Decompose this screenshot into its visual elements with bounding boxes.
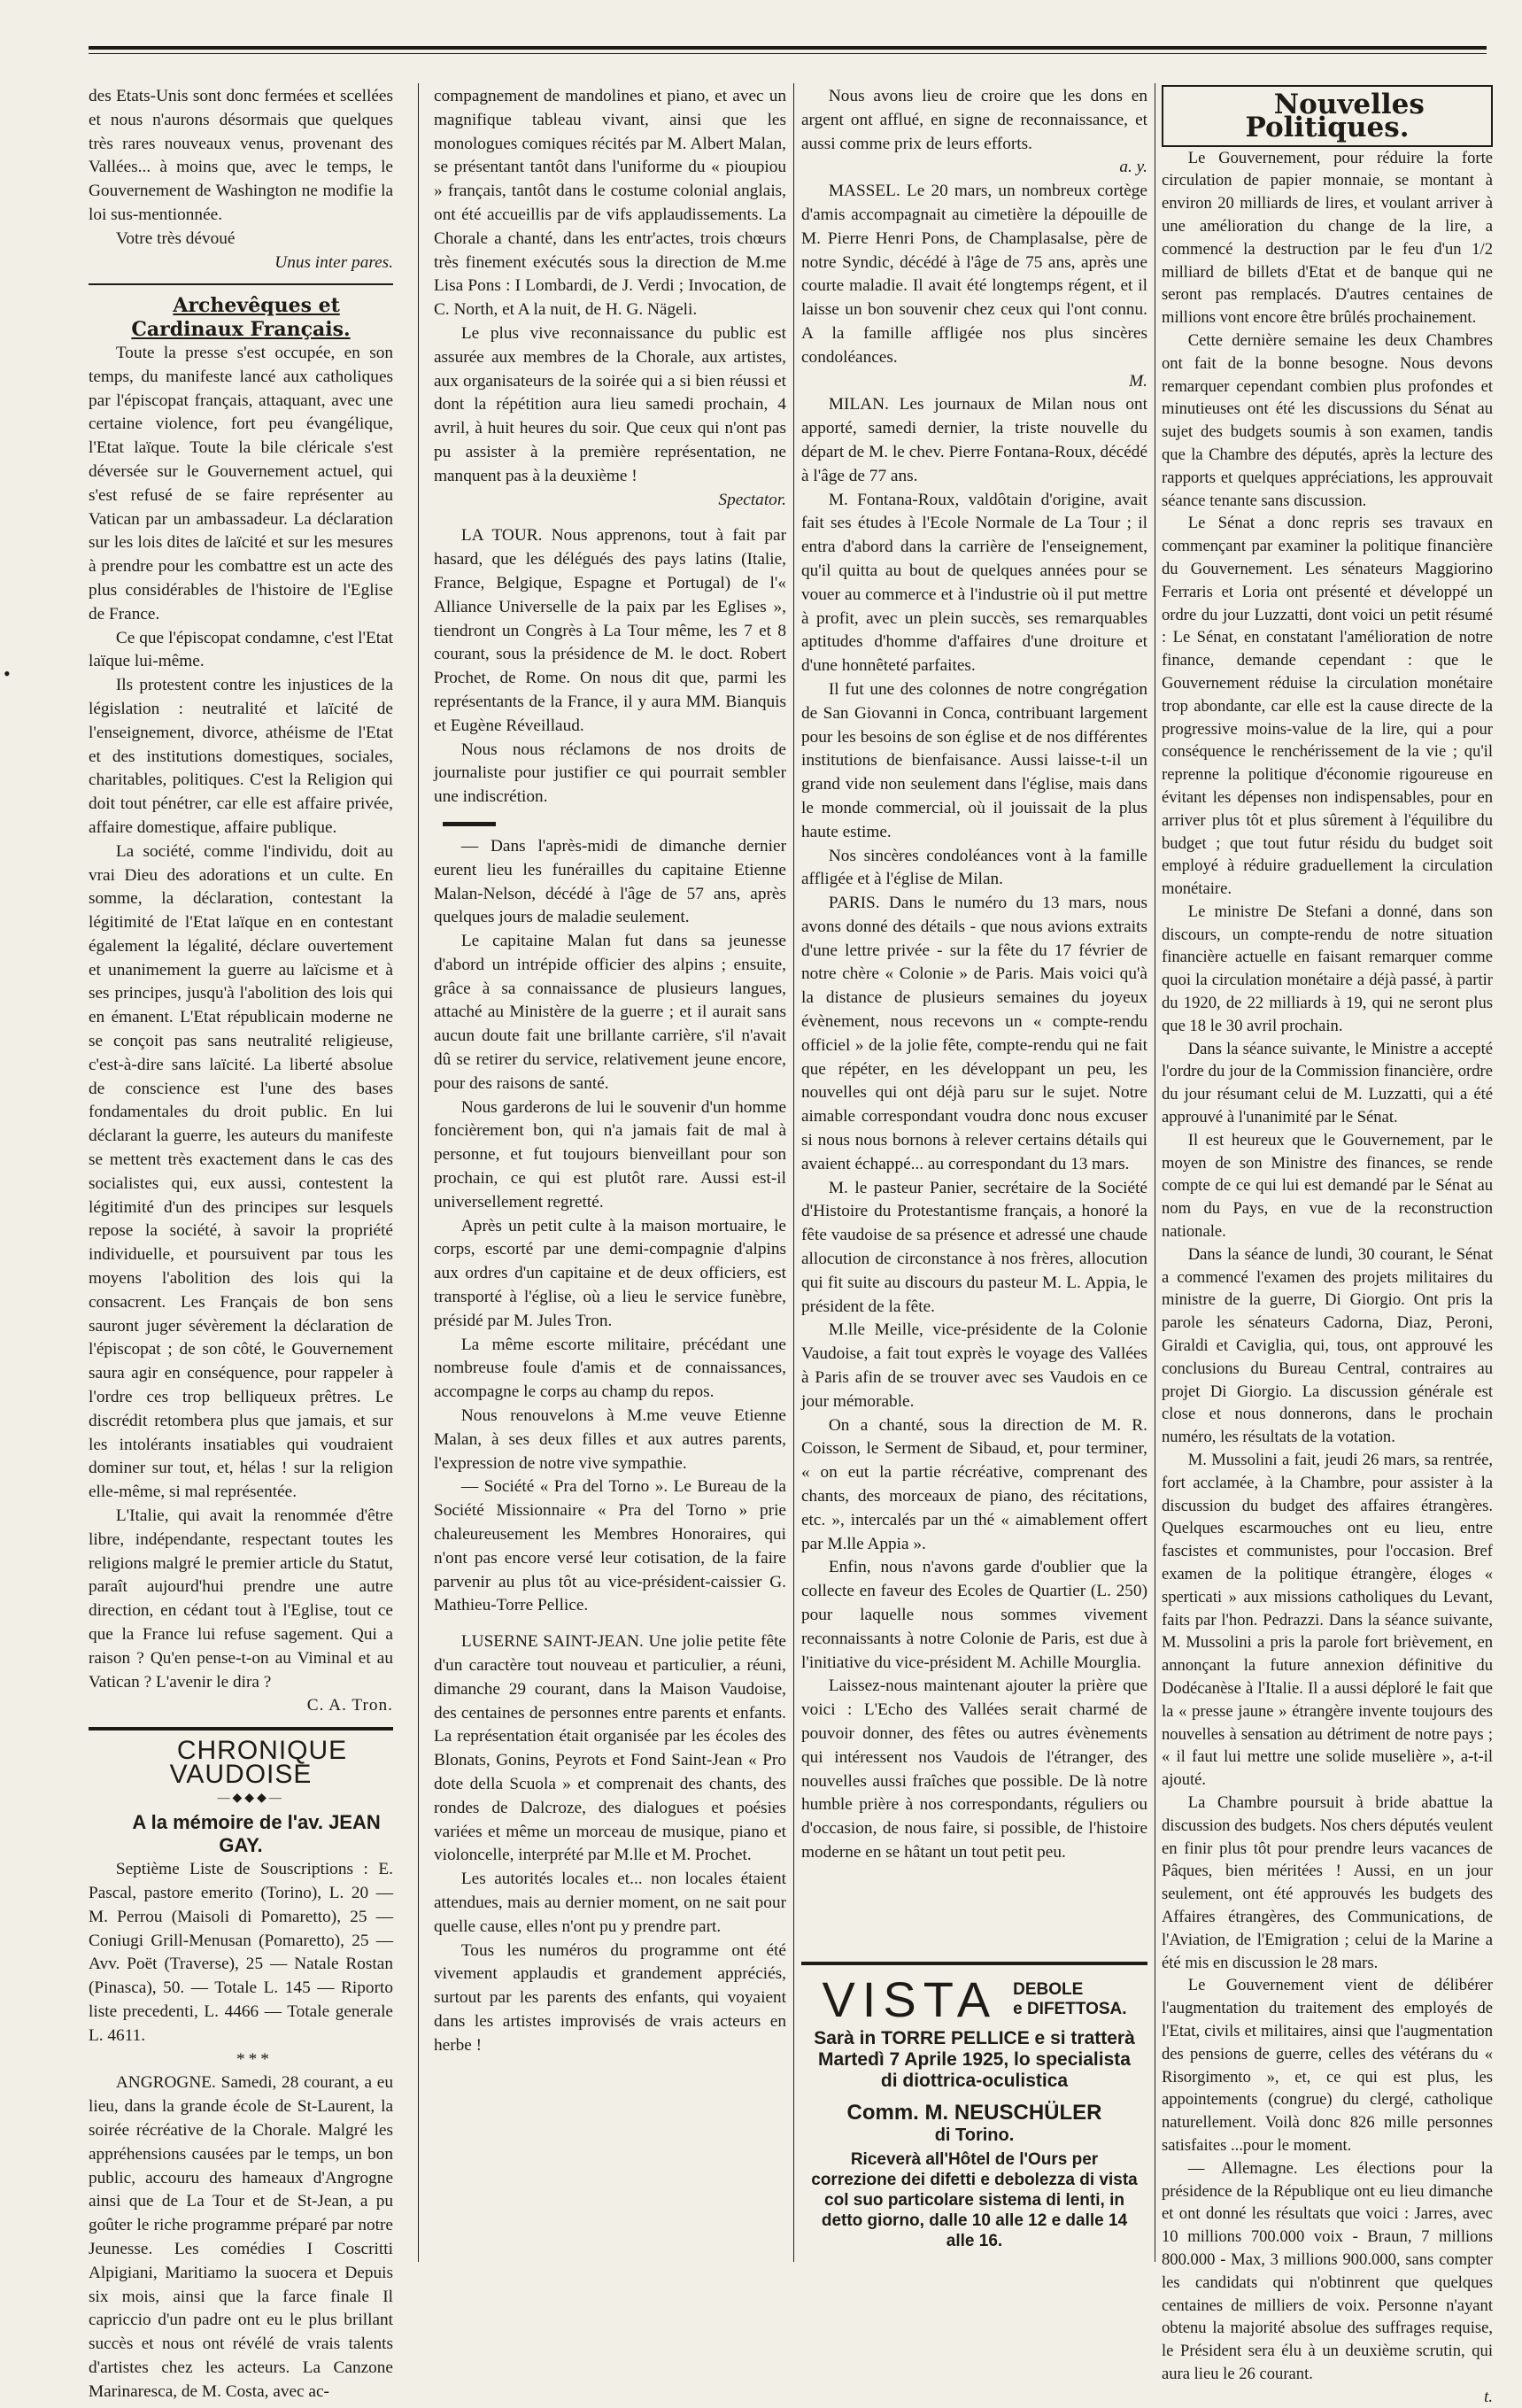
- paragraph: La société, comme l'individu, doit au vrai Dieu des adorations et un culte. En somme, la déclaration, contestant la légitimité de l'Etat laïque en en contestant également la légalité, déclare ouvertement et unanimement la guerre au laïcisme et à ses principes, jusqu'à l'abolition des lois qui en émanent. L'Etat républicain moderne ne se conçoit pas sans neutralité religieuse, c'est-à-dire sans laïcité. La liberté absolue de conscience est l'une des bases fondamentales du droit public. En lui déclarant la guerre, les auteurs du manifeste se mettent très exactement dans le cas des socialistes qui, eux aussi, contestent la légitimité d'un des principes sur lesquels repose la société, à savoir la propriété individuelle, et poursuivent par tous les moyens l'abolition des lois qui la consacrent. Les Français de bon sens sauront juger sévèrement la déclaration de l'épiscopat ; de son côté, le Gouvernement saura agir en conséquence, pour rappeler à l'ordre ces trop belliqueux prêtres. Le discrédit retombera plus que jamais, et sur les intolérants insatiables qui voudraient dominer sur tout, et, hélas ! sur la religion elle-même, si mal représentée.: [89, 841, 393, 1502]
- paragraph: PARIS. Dans le numéro du 13 mars, nous avons donné des détails - que nous avions extraits d'une lettre privée - sur la fête du 17 février de notre chère « Colonie » de Paris. Mais voici qu'à la distance de plusieurs semaines du joyeux évènement, nous recevons un « compte-rendu officiel » de la jolie fête, compte-rendu qui ne fait que répéter, en les développant un peu, les nouvelles qui ont déjà paru sur le sujet. Notre aimable correspondant voudra donc nous excuser si nous nous bornons à relever certains détails qui avaient échappé... au correspondant du 13 mars.: [801, 894, 1147, 1173]
- signature: M.: [1129, 371, 1147, 391]
- paragraph: Après un petit culte à la maison mortuaire, le corps, escorté par une demi-compagnie d'alpins aux ordres d'un capitaine et de deux officiers, est transporté à l'église, où a lieu le service funèbre, présidé par M. Jules Tron.: [434, 1216, 786, 1330]
- ornament: —◆◆◆—: [217, 1791, 284, 1805]
- ad-line: Martedì 7 Aprile 1925, lo specialista: [818, 2049, 1131, 2070]
- paragraph: Nos sincères condoléances vont à la famille affligée et à l'église de Milan.: [801, 846, 1147, 889]
- separator-stars: ***: [236, 2049, 273, 2069]
- column-1: [89, 85, 393, 2401]
- dash-divider: [443, 822, 496, 826]
- signature: a. y.: [1119, 158, 1147, 177]
- paragraph: Il est heureux que le Gouvernement, par le moyen de son Ministre des finances, se rende compte de ce qui lui est demandé par le Sénat au nom du Pays, en vue de la reconstruction nationale.: [1162, 1130, 1493, 1242]
- ad-specialist-name: Comm. M. NEUSCHÜLER: [846, 2101, 1102, 2125]
- paragraph: Le capitaine Malan fut dans sa jeunesse d'abord un intrépide officier des alpins ; ensuite, grâce à sa connaissance de plusieurs langues, attaché au Ministère de la guerre ; et il aurait sans aucun doute fait une brillante carrière, s'il n'avait dû se retirer du service, relativement jeune encore, pour des raisons de santé.: [434, 932, 786, 1093]
- column-4: [1162, 85, 1493, 2406]
- paragraph: Ils protestent contre les injustices de la législation : neutralité et laïcité de l'enseignement, divorce, athéisme de l'Etat et des institutions domestiques, sociales, charitables, politiques. C'est la Religion qui doit tout pénétrer, car elle est affaire privée, affaire domestique, affaire publique.: [89, 676, 393, 837]
- paragraph: MILAN. Les journaux de Milan nous ont apporté, samedi dernier, la triste nouvelle du départ de M. le chev. Pierre Fontana-Roux, décédé à l'âge de 77 ans.: [801, 395, 1147, 485]
- paragraph: Dans la séance suivante, le Ministre a accepté l'ordre du jour de la Commission financière, ordre du jour résumant celui de M. Luzzatti, qui a été approuvé à l'unanimité par le Sénat.: [1162, 1039, 1493, 1127]
- paragraph: Toute la presse s'est occupée, en son temps, du manifeste lancé aux catholiques par l'épiscopat français, attaquant, avec une certaine violence, fort peu évangélique, l'Etat laïque. Toute la bile cléricale s'est déversée sur le Gouvernement actuel, qui s'est refusé de se faire représenter au Vatican par un ambassadeur. La déclaration sur les lois dites de laïcité et sur les mesures à prendre pour les combattre est un acte des plus considérables de l'histoire de l'Eglise de France.: [89, 343, 393, 623]
- paragraph: Le Gouvernement, pour réduire la forte circulation de papier monnaie, se montant à environ 20 milliards de lires, et voulant arriver à une amélioration du change de la lire, a commencé la destruction par le feu d'un 1/2 milliard de billets d'Etat et de banque qui ne seront pas remplacés. D'autres centaines de millions vont encore être brûlés prochainement.: [1162, 148, 1493, 328]
- paragraph: On a chanté, sous la direction de M. R. Coisson, le Serment de Sibaud, et, pour terminer, « on eut la partie récréative, comprenant des chants, des morceaux de piano, des récitations, etc. », intercalés par un thé « aimablement offert par M.lle Appia ».: [801, 1415, 1147, 1553]
- section-divider: [89, 283, 393, 285]
- section-heading: Nouvelles Politiques.: [1162, 85, 1493, 147]
- ad-headline: [801, 1971, 1147, 2028]
- column-2: [434, 85, 786, 2250]
- paragraph: LA TOUR. Nous apprenons, tout à fait par hasard, que les délégués des pays latins (Italie, France, Belgique, Espagne et Portugal) de l'« Alliance Universelle de la paix par les Eglises », tiendront un Congrès à La Tour même, les 7 et 8 courant, sous la présidence de M. le doct. Robert Prochet, de Rome. On nous dit que, parmi les représentants de la France, il y aura MM. Bianquis et Eugène Réveillaud.: [434, 526, 786, 735]
- paragraph: Enfin, nous n'avons garde d'oublier que la collecte en faveur des Ecoles de Quartier (L. 250) pour laquelle nous sommes vivement reconnaissants à notre Colonie de Paris, est due à l'initiative du vice-président M. Achille Mourglia.: [801, 1558, 1147, 1672]
- column-divider: [418, 83, 419, 2262]
- paragraph: M. Fontana-Roux, valdôtain d'origine, avait fait ses études à l'Ecole Normale de La Tour ; il entra d'abord dans la carrière de l'enseignement, qu'il quitta au bout de quelques années pour se vouer au commerce et à l'industrie où il put mettre à profit, avec un plein succès, ses remarquables aptitudes d'homme d'affaires d'une droiture et d'une honnêteté parfaites.: [801, 490, 1147, 676]
- ad-side-1: DEBOLE: [1013, 1979, 1084, 1999]
- paragraph: Le Sénat a donc repris ses travaux en commençant par examiner la politique financière du Gouvernement. Les sénateurs Maggiorino Ferraris et Loria ont présenté et développé un ordre du jour Luzzatti, dont voici un petit résumé : Le Sénat, en constatant l'amélioration de notre finance, demande cependant : que le Gouvernement réduise la circulation monétaire trop abondante, car elle est la cause directe de la progressive moins-value de la lire, qui a pour conséquence le renchérissement de la vie ; qu'il reprenne la politique d'économie rigoureuse en évitant les dépenses non indispensables, pour en arriver plus tôt et plus sûrement à l'équilibre du budget ; que tout futur résidu du budget soit employé à réduire graduellement la circulation monétaire.: [1162, 514, 1493, 899]
- top-rule-thin: [89, 53, 1487, 54]
- signature: t.: [1484, 2387, 1493, 2406]
- paragraph: compagnement de mandolines et piano, et avec un magnifique tableau vivant, ainsi que les monologues comiques récités par M. Albert Malan, se présentant tantôt dans l'uniforme du « pioupiou » français, tantôt dans le costume colonial anglais, ont été accueillis par de vifs applaudissements. La Chorale a chanté, dans les entr'actes, trois chœurs très finement exécutés sous la direction de M.me Lisa Pons : I Lombardi, de J. Verdi ; Invocation, de C. North, et A la nuit, de H. G. Nägeli.: [434, 87, 786, 320]
- ad-city: di Torino.: [934, 2125, 1015, 2145]
- paragraph: des Etats-Unis sont donc fermées et scellées et nous n'aurons désormais que quelques très rares nouveaux venus, provenant des Vallées... à moins que, avec le temps, le Gouvernement de Washington ne modifie la loi sus-mentionnée.: [89, 87, 393, 224]
- ad-vista-side: [1013, 1980, 1126, 2019]
- ad-line: Sarà in TORRE PELLICE e si tratterà: [814, 2028, 1135, 2048]
- paragraph: M. le pasteur Panier, secrétaire de la Société d'Histoire du Protestantisme français, a honoré la fête vaudoise de sa présence et adressé une chaude allocution de circonstance à nos frères, allocution qui fit suite au discours du pasteur M. L. Appia, le président de la fête.: [801, 1178, 1147, 1316]
- paragraph: Cette dernière semaine les deux Chambres ont fait de la bonne besogne. Nous devons remarquer cependant combien plus profondes et minutieuses ont été les discussions du Sénat au sujet des budgets soumis à son examen, tandis que la Chambre des députés, après la lecture des rapports et quelques appréciations, les approuvait séance tenante sans discussion.: [1162, 330, 1493, 510]
- paragraph: Il fut une des colonnes de notre congrégation de San Giovanni in Conca, contribuant largement pour les besoins de son église et de nos différentes institutions de bienfaisance. Aussi laisse-t-il un grand vide non seulement dans l'église, mais dans le monde commercial, où il jouissait de la plus haute estime.: [801, 679, 1147, 841]
- signature: C. A. Tron.: [306, 1696, 393, 1715]
- paragraph: Nous avons lieu de croire que les dons en argent ont afflué, en signe de reconnaissance, et aussi comme prix de leurs efforts.: [801, 87, 1147, 153]
- paragraph: Tous les numéros du programme ont été vivement applaudis et grandement appréciés, surtout par les parents des enfants, qui voyaient dans les artistes improvisés de vrais acteurs en herbe !: [434, 1940, 786, 2055]
- signature: Spectator.: [718, 490, 786, 509]
- paragraph: La même escorte militaire, précédant une nombreuse foule d'amis et de connaissances, accompagne le corps au champ du repos.: [434, 1335, 786, 1402]
- paragraph: — Société « Pra del Torno ». Le Bureau de la Société Missionnaire « Pra del Torno » prie chaleureusement les Membres Honoraires, qui n'ont pas encore versé leur cotisation, de la faire parvenir au plus tôt au vice-président-caissier G. Mathieu-Torre Pellice.: [434, 1477, 786, 1615]
- ad-body: Riceverà all'Hôtel de l'Ours per correzione dei difetti e debolezza di vista col suo particolare sistema di lenti, in detto giorno, dalle 10 alle 12 e dalle 14 alle 16.: [811, 2150, 1138, 2250]
- paragraph: MASSEL. Le 20 mars, un nombreux cortège d'amis accompagnait au cimetière la dépouille de M. Pierre Henri Pons, de Champlasalse, père de notre Syndic, décédé à l'âge de 75 ans, après une courte maladie. Il avait été longtemps régent, et il laisse un bon souvenir chez ceux qui l'ont connu. A la famille affligée nos plus sincères condoléances.: [801, 182, 1147, 367]
- paragraph: Dans la séance de lundi, 30 courant, le Sénat a commencé l'examen des projets militaires du ministre de la guerre, Di Giorgio. Ont pris la parole les sénateurs Cadorna, Diaz, Peroni, Giraldi et Caviglia, qui, tous, ont approuvé les conclusions du Bureau Central, contraires au projet Di Giorgio. La discussion générale est close et nous donnerons, dans le prochain numéro, les résultats de la votation.: [1162, 1244, 1493, 1447]
- paragraph: Ce que l'épiscopat condamne, c'est l'Etat laïque lui-même.: [89, 628, 393, 671]
- paragraph: ANGROGNE. Samedi, 28 courant, a eu lieu, dans la grande école de St-Laurent, la soirée récréative de la Chorale. Malgré les appréhensions causées par le temps, un bon public, accouru des hameaux d'Angrogne ainsi que de La Tour et de St-Jean, a pu goûter le riche programme préparé par notre Jeunesse. Les comédies I Coscritti Alpigiani, Maritiamo la suocera et Depuis six mois, ainsi que la farce finale Il capriccio d'un padre ont eu le plus brillant succès et nous ont révélé de vrais talents d'artistes chez les acteurs. La Canzone Marinaresca, de M. Costa, avec ac-: [89, 2073, 393, 2401]
- article-heading: A la mémoire de l'av. JEAN GAY.: [132, 1810, 381, 1857]
- paragraph: Le ministre De Stefani a donné, dans son discours, un compte-rendu de notre situation financière actuelle en faisant remarquer comme quoi la circulation monétaire a déjà passé, à partir du 1920, de 22 milliards à 19, qui ne seront plus que 18 le 30 avril prochain.: [1162, 902, 1493, 1035]
- ad-line: di diottrica-oculistica: [880, 2071, 1069, 2091]
- paragraph: Le Gouvernement vient de délibérer l'augmentation du traitement des employés de l'Etat, civils et militaires, ainsi que l'augmentation des pensions de guerre, celles des vétérans du « Risorgimento », et, ce qui est plus, les appointements (congrue) du clergé, catholique naturellement. Voilà donc 826 mille personnes satisfaites ...pour le moment.: [1162, 1976, 1493, 2155]
- section-heading: CHRONIQUE VAUDOISE: [169, 1736, 348, 1789]
- paragraph: Nous nous réclamons de nos droits de journaliste pour justifier ce qui pourrait sembler une indiscrétion.: [434, 739, 786, 807]
- top-rule: [89, 46, 1487, 50]
- column-3: [801, 85, 1147, 1958]
- ad-top-rule: [801, 1962, 1147, 1965]
- ad-vista: VISTA: [822, 1971, 998, 2027]
- signature: Unus inter pares.: [274, 252, 393, 272]
- paragraph: — Dans l'après-midi de dimanche dernier eurent lieu les funérailles du capitaine Etienne Malan-Nelson, décédé à l'âge de 57 ans, après quelques jours de maladie seulement.: [434, 836, 786, 927]
- column-divider: [793, 83, 794, 2262]
- paragraph: Les autorités locales et... non locales étaient attendues, mais au dernier moment, on ne sait pour quelle cause, elles n'ont pu y prendre part.: [434, 1870, 786, 1936]
- paragraph: La Chambre poursuit à bride abattue la discussion des budgets. Nos chers députés veulent en finir plus tôt pour prendre leurs vacances de Pâques, bien méritées ! Aussi, en un jour seulement, ont été approuvés les budgets des Affaires étrangères, des Communications, de l'Aviation, de l'Emigration ; celui de la Marine a été mis en discussion le 28 mars.: [1162, 1792, 1493, 1972]
- advertisement: [801, 1962, 1147, 2263]
- margin-mark: •: [4, 662, 11, 685]
- paragraph: L'Italie, qui avait la renommée d'être libre, indépendante, respectant toutes les religions malgré le premier article du Statut, paraît aujourd'hui prendre une autre direction, en cédant tout à l'Eglise, tout ce que la France lui refuse sagement. Qui a raison ? Qu'en pense-t-on au Viminal et au Vatican ? L'avenir le dira ?: [89, 1506, 393, 1692]
- ad-side-2: e DIFETTOSA.: [1013, 1999, 1127, 2018]
- paragraph: Septième Liste de Souscriptions : E. Pascal, pastore emerito (Torino), L. 20 — M. Perrou (Maisoli di Pomaretto), 25 — Coniugi Grill-Menusan (Pomaretto), 25 — Avv. Poët (Traverse), 25 — Natale Rostan (Pinasca), 50. — Totale L. 145 — Riporto liste precedenti, L. 4466 — Totale generale L. 4611.: [89, 1860, 393, 2045]
- article-heading: Archevêques et Cardinaux Français.: [131, 294, 351, 342]
- paragraph: LUSERNE SAINT-JEAN. Une jolie petite fête d'un caractère tout nouveau et particulier, a réuni, dimanche 29 courant, dans la Maison Vaudoise, des centaines de personnes entre parents et enfants. La représentation était organisée par les écoles des Blonats, Gonins, Peyrots et Fond Saint-Jean « Pro dote della Scuola » et comprenait des chants, des rondes de Dalcroze, des dialogues et poésies variées et même un morceau de musique, piano et violoncelle, interprété par M.lle et M. Prochet.: [434, 1632, 786, 1865]
- paragraph: Laissez-nous maintenant ajouter la prière que voici : L'Echo des Vallées serait charmé de pouvoir donner, des fêtes ou autres évènements qui intéressent nos Vaudois de l'étranger, des nouvelles aussi fraîches que possible. De là notre humble prière à nos correspondants, réguliers ou d'occasion, de nous faire, si possible, de l'histoire moderne en se hâtant un tout petit peu.: [801, 1676, 1147, 1862]
- paragraph: — Allemagne. Les élections pour la présidence de la République ont eu lieu dimanche et ont donné les résultats que voici : Jarres, avec 10 millions 700.000 voix - Braun, 7 millions 800.000 - Max, 3 millions 900.000, sans compter les candidats qui n'obtinrent que quelques centaines de milliers de voix. Personne n'ayant obtenu la majorité absolue des suffrages requise, le Président sera élu à un deuxième scrutin, qui aura lieu le 26 courant.: [1162, 2158, 1493, 2383]
- paragraph: Le plus vive reconnaissance du public est assurée aux membres de la Chorale, aux artistes, aux organisateurs de la soirée qui a si bien réussi et dont la répétition aura lieu samedi prochain, 4 avril, à huit heures du soir. Que ceux qui n'ont pas pu assister à la première représentation, ne manquent pas à la deuxième !: [434, 323, 786, 485]
- paragraph: M. Mussolini a fait, jeudi 26 mars, sa rentrée, fort acclamée, à la Chambre, pour assister à la discussion du budget des affaires étrangères. Quelques escarmouches ont eu lieu, entre fascistes et communistes, pour l'occasion. Bref examen de la politique étrangère, éloges « sperticati » aux missions catholiques du Levant, faits par l'hon. Pedrazzi. Dans la séance suivante, M. Mussolini a pris la parole fort brièvement, en annonçant la future annexion définitive du Dodécanèse à l'Italie. Il a aussi déploré le fait que la « presse jaune » étrangère invente toujours des nouvelles à sensation au détriment de notre pays ; « il faut lui mettre une solide muselière », a-t-il ajouté.: [1162, 1451, 1493, 1790]
- paragraph: M.lle Meille, vice-présidente de la Colonie Vaudoise, a fait tout exprès le voyage des Vallées à Paris afin de se trouver avec ses Vaudois en ce jour mémorable.: [801, 1320, 1147, 1411]
- paragraph: Nous garderons de lui le souvenir d'un homme foncièrement bon, qui n'a jamais fait de mal à personne, et fut toujours bienveillant pour son prochain, ce qui est plutôt rare. Aussi est-il universellement regretté.: [434, 1097, 786, 1212]
- section-divider: [89, 1727, 393, 1731]
- paragraph: Nous renouvelons à M.me veuve Etienne Malan, à ses deux filles et aux autres parents, l'expression de notre vive sympathie.: [434, 1406, 786, 1473]
- paragraph: Votre très dévoué: [115, 228, 236, 248]
